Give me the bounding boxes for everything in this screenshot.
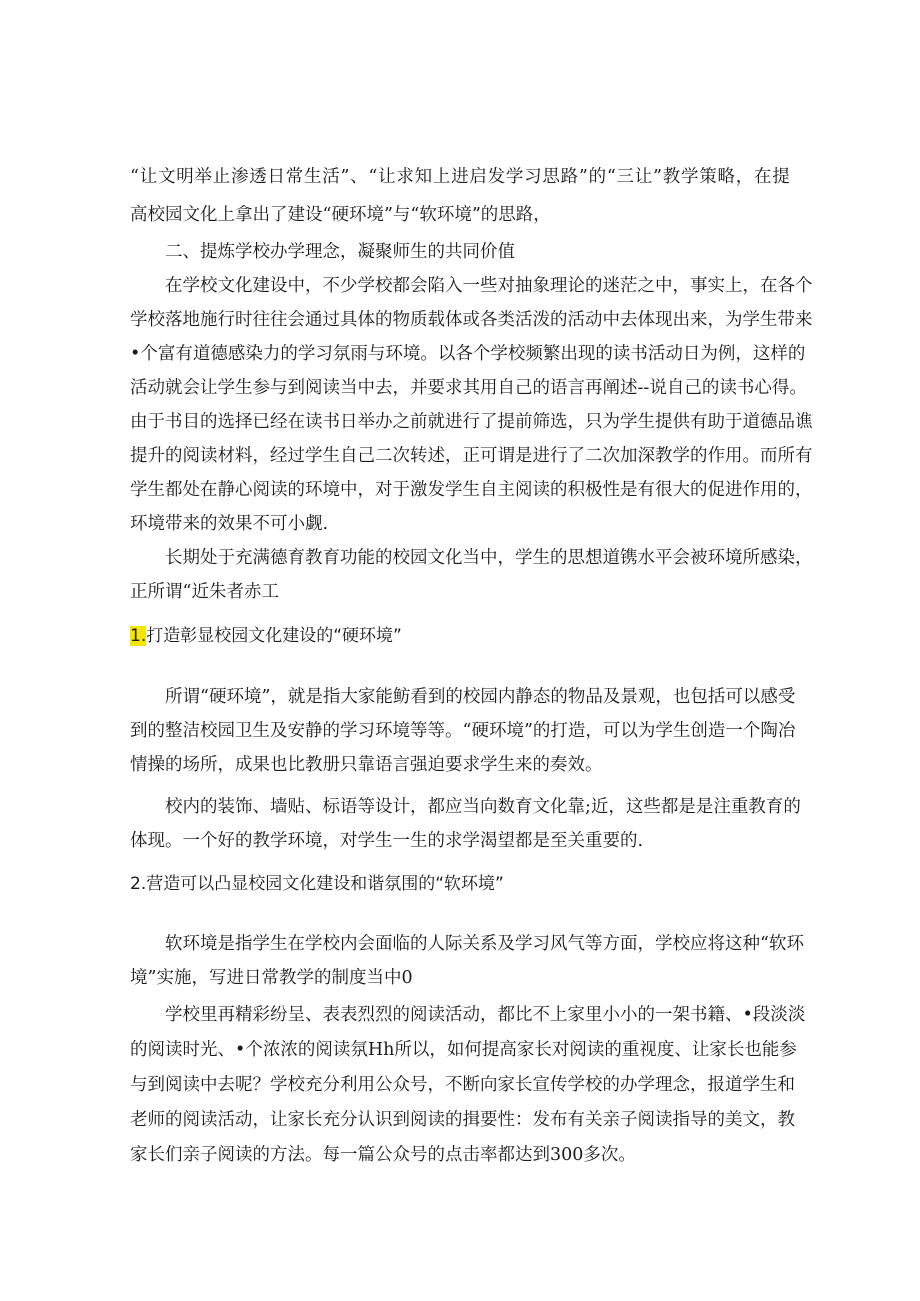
text-line: 所 谓 “ 硬 环 境 ” ， 就 是 指 大 家 能 鲂 看 到 的 校 园 内 静 态 的 物 品 及 景 观 ， 也 包 括 可 以 感 受 <box>165 687 796 707</box>
text-line: 的 阅 读 时 光 、 • 个 浓 浓 的 阅 读 氛 H h 所 以 ， 如 何 提 高 家 长 对 阅 读 的 重 视 度 、 让 家 长 也 能 参 <box>130 1040 797 1060</box>
heading-number: 2. <box>130 874 147 894</box>
text-line: 高校园文化上拿出了建设“硬环境”与“软环境”的思路， <box>130 205 551 225</box>
text-line: 学 校 里 再 精 彩 纷 呈 、 表 表 烈 烈 的 阅 读 活 动 ， 都 比 不 上 家 里 小 小 的 一 架 书 籍 、 • 段 淡 淡 <box>165 1005 806 1025</box>
text-line: 由 于 书 目 的 选 择 已 经 在 读 书 日 举 办 之 前 就 进 行 了 提 前 筛 选 ， 只 为 学 生 提 供 有 助 于 道 德 品 谯 <box>130 412 813 432</box>
text-line: 体现。一个好的教学环境，对学生一生的求学渴望都是至关重要的. <box>130 831 644 851</box>
section-heading-1 <box>130 624 402 648</box>
text-line: 情操的场所，成果也比教册只靠语言强迫要求学生来的奏效。 <box>130 755 603 775</box>
text-line: 软 环 境 是 指 学 生 在 学 校 内 会 面 临 的 人 际 关 系 及 学 习 风 气 等 方 面 ， 学 校 应 将 这 种 “ 软 环 <box>165 934 804 954</box>
text-line: 老 师 的 阅 读 活 动 ， 让 家 长 充 分 认 识 到 阅 读 的 揖 要 性 ： 发 布 有 关 亲 子 阅 读 指 导 的 美 文 ， 教 <box>130 1110 795 1130</box>
heading-text: 打造彰显校园文化建设的“硬环境” <box>146 626 402 646</box>
text-line: 学 校 落 地 施 行 时 往 往 会 通 过 具 体 的 物 质 载 体 或 各 类 活 泼 的 活 动 中 去 体 现 出 来 ， 为 学 生 带 来 <box>130 310 813 330</box>
text-line: 学 生 都 处 在 静 心 阅 读 的 环 境 中 ， 对 于 激 发 学 生 自 主 阅 读 的 积 极 性 是 有 很 大 的 促 进 作 用 的 ， <box>130 480 813 500</box>
text-line: 校 内 的 装 饰 、 墙 贴 、 标 语 等 设 计 ， 都 应 当 向 数 育 文 化 靠 ; 近 ， 这 些 都 是 是 注 重 教 育 的 <box>165 797 801 817</box>
text-line: 环境带来的效果不可小觑. <box>130 514 329 534</box>
text-line: 在 学 校 文 化 建 设 中 ， 不 少 学 校 都 会 陷 入 一 些 对 抽 象 理 论 的 迷 茫 之 中 ， 事 实 上 ， 在 各 个 <box>165 276 813 296</box>
text-line: 与 到 阅 读 中 去 呢 ？ 学 校 充 分 利 用 公 众 号 ， 不 断 向 家 长 宣 传 学 校 的 办 学 理 念 ， 报 道 学 生 和 <box>130 1075 795 1095</box>
heading-number: 1. <box>130 626 147 646</box>
section-heading-2 <box>130 872 504 896</box>
text-line: 境”实施，写进日常教学的制度当中0 <box>130 968 413 988</box>
text-line: 正所谓“近朱者赤工 <box>130 582 279 602</box>
heading-text: 营造可以凸显校园文化建设和谐氛围的“软环境” <box>146 874 504 894</box>
text-line: 到 的 整 洁 校 园 卫 生 及 安 静 的 学 习 环 境 等 等 。 “ 硬 环 境 ” 的 打 造 ， 可 以 为 学 生 创 造 一 个 陶 冶 <box>130 721 796 741</box>
text-line: 提 升 的 阅 读 材 料 ， 经 过 学 生 自 己 二 次 转 述 ， 正 可 谓 是 进 行 了 二 次 加 深 教 学 的 作 用 。 而 所 有 <box>130 446 813 466</box>
text-line: • 个 富 有 道 德 感 染 力 的 学 习 氛 雨 与 环 境 。 以 各 个 学 校 频 繁 出 现 的 读 书 活 动 日 为 例 ， 这 样 的 <box>130 344 806 364</box>
text-line: 活 动 就 会 让 学 生 参 与 到 阅 读 当 中 去 ， 并 要 求 其 用 自 己 的 语 言 再 阐 述 - - 说 自 己 的 读 书 心 得 。 <box>130 378 807 398</box>
text-line: 家长们亲子阅读的方法。每一篇公众号的点击率都达到300多次。 <box>130 1145 636 1165</box>
text-line: “ 让 文 明 举 止 渗 透 日 常 生 活 ” 、 “ 让 求 知 上 进 启 发 学 习 思 路 ” 的 “ 三 让 ” 教 学 策 略 ， 在 提 <box>130 167 790 187</box>
text-line: 长 期 处 于 充 满 德 育 教 育 功 能 的 校 园 文 化 当 中 ， 学 生 的 思 想 道 镌 水 平 会 被 环 境 所 感 染 ， <box>165 548 813 568</box>
section-title: 二、提炼学校办学理念，凝聚师生的共同价值 <box>165 242 515 262</box>
